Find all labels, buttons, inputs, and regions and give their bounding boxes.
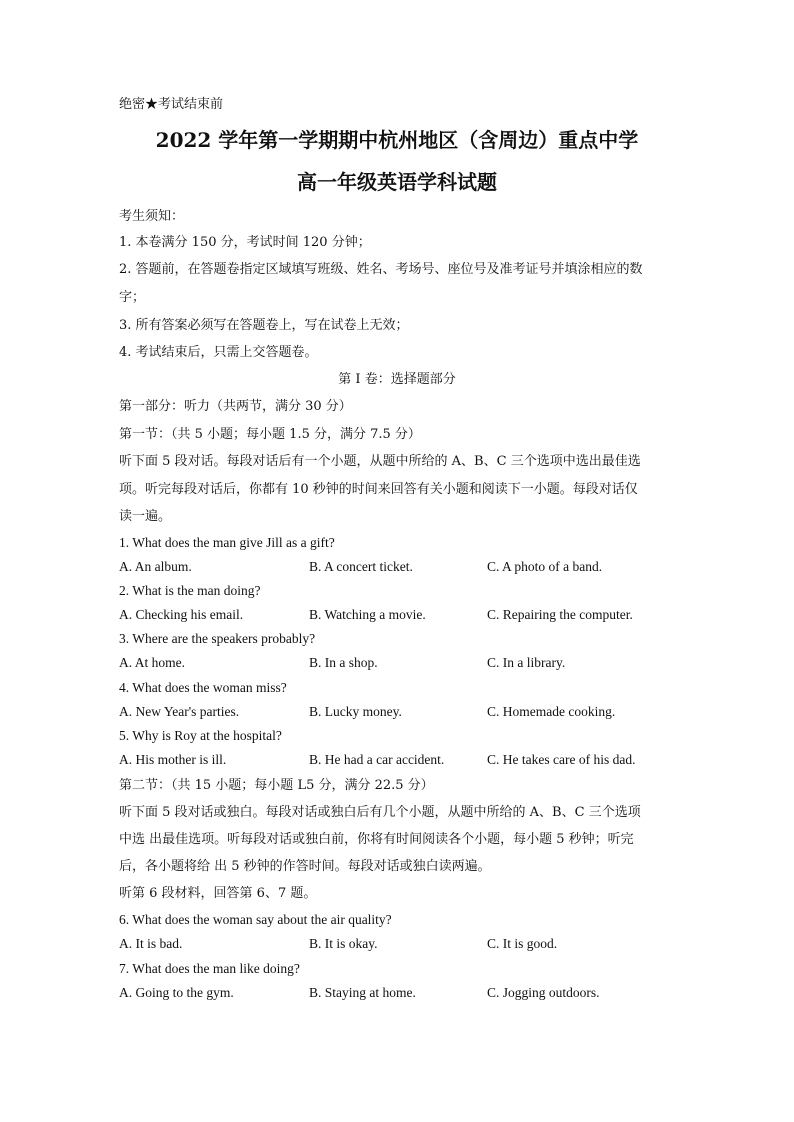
option-b: B. Watching a movie. (309, 607, 426, 622)
question-text: 5. Why is Roy at the hospital? (119, 728, 282, 743)
section2-instructions: 中选 出最佳选项。听每段对话或独白前，你将有时间阅读各个小题，每小题 5 秒钟；听完 (119, 832, 634, 847)
option-c: C. It is good. (487, 936, 558, 951)
exam-subtitle: 高一年级英语学科试题 (297, 170, 497, 194)
question-text: 6. What does the woman say about the air quality? (119, 912, 392, 927)
option-a: A. It is bad. (119, 936, 183, 951)
option-a: A. His mother is ill. (119, 752, 227, 767)
option-a: A. At home. (119, 655, 185, 670)
question-text: 7. What does the man like doing? (119, 961, 300, 976)
option-b: B. It is okay. (309, 936, 378, 951)
option-a: A. Going to the gym. (119, 985, 234, 1000)
option-c: C. A photo of a band. (487, 559, 603, 574)
material-intro: 听第 6 段材料，回答第 6、7 题。 (119, 886, 317, 901)
part1-heading: 第一部分：听力（共两节，满分 30 分） (119, 399, 352, 414)
notice-item: 字； (119, 290, 146, 305)
option-b: B. Staying at home. (309, 985, 416, 1000)
option-a: A. Checking his email. (119, 607, 244, 622)
option-b: B. In a shop. (309, 655, 378, 670)
question-text: 3. Where are the speakers probably? (119, 631, 316, 646)
option-b: B. He had a car accident. (309, 752, 445, 767)
question-text: 4. What does the woman miss? (119, 680, 287, 695)
section1-heading: 第一节：（共 5 小题；每小题 1.5 分，满分 7.5 分） (119, 427, 421, 442)
question-text: 2. What is the man doing? (119, 583, 261, 598)
volume-title: 第 I 卷：选择题部分 (338, 372, 456, 387)
option-c: C. Repairing the computer. (487, 607, 633, 622)
option-b: B. A concert ticket. (309, 559, 413, 574)
option-c: C. Homemade cooking. (487, 704, 616, 719)
exam-title: 2022 学年第一学期期中杭州地区（含周边）重点中学 (155, 128, 639, 152)
secret-mark: 绝密★考试结束前 (119, 97, 224, 112)
option-a: A. New Year's parties. (119, 704, 240, 719)
option-a: A. An album. (119, 559, 192, 574)
notice-item: 3. 所有答案必须写在答题卷上，写在试卷上无效； (119, 318, 409, 333)
notice-item: 2. 答题前，在答题卷指定区域填写班级、姓名、考场号、座位号及准考证号并填涂相应的数 (119, 262, 643, 277)
option-c: C. Jogging outdoors. (487, 985, 600, 1000)
option-c: C. He takes care of his dad. (487, 752, 636, 767)
question-text: 1. What does the man give Jill as a gift? (119, 535, 335, 550)
section2-heading: 第二节：（共 15 小题；每小题 L5 分，满分 22.5 分） (119, 778, 434, 793)
section1-instructions: 听下面 5 段对话。每段对话后有一个小题，从题中所给的 A、B、C 三个选项中选出最佳选 (119, 454, 641, 469)
section1-instructions: 项。听完每段对话后，你都有 10 秒钟的时间来回答有关小题和阅读下一小题。每段对话仅 (119, 482, 638, 497)
notice-item: 4. 考试结束后，只需上交答题卷。 (119, 345, 318, 360)
section2-instructions: 后，各小题将给 出 5 秒钟的作答时间。每段对话或独白读两遍。 (119, 859, 491, 874)
notice-item: 1. 本卷满分 150 分，考试时间 120 分钟； (119, 235, 371, 250)
notice-heading: 考生须知： (119, 209, 185, 224)
option-c: C. In a library. (487, 655, 566, 670)
section2-instructions: 听下面 5 段对话或独白。每段对话或独白后有几个小题，从题中所给的 A、B、C 三个选项 (119, 805, 641, 820)
section1-instructions: 读一遍。 (119, 509, 172, 524)
option-b: B. Lucky money. (309, 704, 402, 719)
